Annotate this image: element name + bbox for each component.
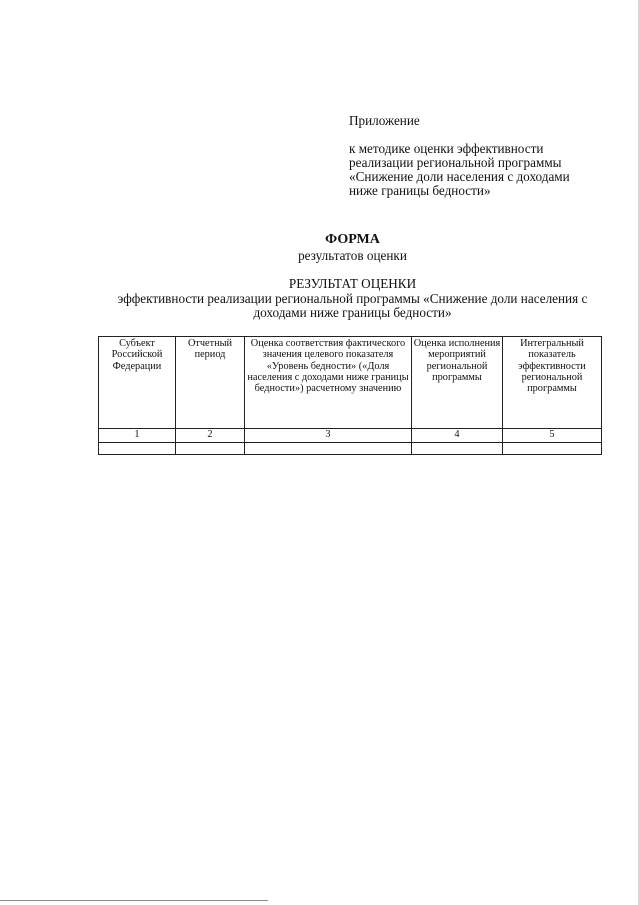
appendix-line: к методике оценки эффективности [349,141,544,156]
column-number: 5 [503,429,602,443]
appendix-title: Приложение [349,113,420,128]
column-number-row [99,429,602,443]
table-cell [245,443,412,455]
table-row [99,443,602,455]
header-integral: Интегральный показатель эффективности региональной программы [503,337,602,429]
appendix-block [349,114,619,198]
table-cell [503,443,602,455]
appendix-line: реализации региональной программы [349,155,562,170]
column-number: 4 [412,429,503,443]
table-cell [176,443,245,455]
appendix-line: ниже границы бедности» [349,183,491,198]
footer-rule [0,900,268,901]
result-title: РЕЗУЛЬТАТ ОЦЕНКИ [288,276,417,291]
header-target-indicator: Оценка соответствия фактического значения целевого показателя «Уровень бедности» («Доля населения с доходами ниже границы бедности») расчетному значению [245,337,412,429]
form-title: ФОРМА [325,232,380,247]
header-period: Отчетный период [176,337,245,429]
header-subject: Субъект Российской Федерации [99,337,176,429]
form-subtitle: результатов оценки [298,248,407,263]
column-number: 3 [245,429,412,443]
result-subtitle: эффективности реализации региональной программы «Снижение доли населения с доходами ниже границы бедности» [117,291,588,320]
table-cell [412,443,503,455]
column-number: 1 [99,429,176,443]
column-number: 2 [176,429,245,443]
table-cell [99,443,176,455]
appendix-line: «Снижение доли населения с доходами [349,169,570,184]
table-header-row [99,337,602,429]
header-measures: Оценка исполнения мероприятий региональной программы [412,337,503,429]
results-table [98,336,602,455]
